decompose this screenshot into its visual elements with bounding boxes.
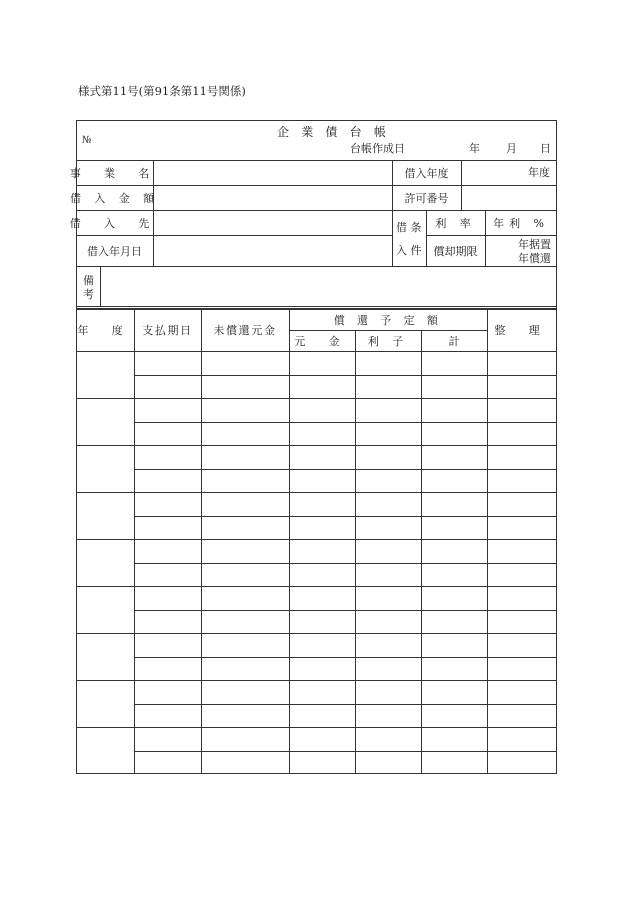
- payment-row-divider: [134, 751, 557, 752]
- payment-row-divider: [134, 657, 557, 658]
- borrow-date-label: 借入年月日: [87, 244, 142, 258]
- remarks-label-1: 備: [83, 274, 94, 287]
- payment-row-divider: [134, 469, 557, 470]
- payment-row-divider: [134, 516, 557, 517]
- ledger-title: 企 業 債 台 帳: [277, 125, 391, 139]
- number-label: №: [82, 135, 92, 146]
- col-repayment-schedule: 償 還 予 定 額: [333, 313, 443, 327]
- fiscal-year-unit: 年度: [528, 166, 550, 179]
- business-name-label: 事 業 名: [69, 166, 160, 180]
- col-notes: 整 理: [494, 324, 550, 337]
- year-group-divider: [76, 492, 557, 493]
- permit-number-field[interactable]: [461, 185, 557, 210]
- borrow-amount-label: 借 入 金 額: [69, 191, 160, 205]
- col-principal: 元 金: [294, 334, 350, 348]
- payment-row-divider: [134, 375, 557, 376]
- payment-row-divider: [134, 610, 557, 611]
- ledger-created-label: 台帳作成日: [350, 142, 405, 155]
- form-label: 様式第11号(第91条第11号関係): [78, 84, 246, 98]
- terms-label-bottom: 入 件: [396, 244, 422, 257]
- remarks-label-2: 考: [83, 288, 94, 301]
- created-year-unit: 年: [469, 142, 480, 155]
- year-group-divider: [76, 586, 557, 587]
- deferred-years-label: 年据置: [518, 238, 551, 251]
- remarks-field[interactable]: [100, 266, 557, 306]
- year-group-divider: [76, 727, 557, 728]
- interest-rate-label: 利 率: [435, 216, 476, 230]
- terms-label-top: 借 条: [396, 221, 422, 234]
- payment-row-divider: [134, 704, 557, 705]
- payment-row-divider: [134, 563, 557, 564]
- lender-field[interactable]: [153, 210, 392, 235]
- col-payment-date: 支払期日: [142, 324, 193, 337]
- business-name-field[interactable]: [153, 160, 392, 185]
- repayment-years-label: 年償還: [518, 252, 551, 265]
- borrow-date-field[interactable]: [153, 235, 392, 266]
- year-group-divider: [76, 398, 557, 399]
- interest-rate-value: 年利 %: [493, 216, 549, 230]
- col-interest: 利 子: [367, 334, 409, 348]
- repay-period-label: 償却期限: [433, 244, 478, 258]
- year-group-divider: [76, 445, 557, 446]
- fiscal-year-label: 借入年度: [404, 166, 449, 180]
- created-month-unit: 月: [506, 142, 517, 155]
- col-unpaid-principal: 未償還元金: [213, 324, 277, 337]
- header-divider: [76, 351, 557, 352]
- year-group-divider: [76, 680, 557, 681]
- lender-label: 借 入 先: [69, 216, 160, 230]
- permit-number-label: 許可番号: [404, 191, 449, 205]
- col-total: 計: [448, 334, 460, 348]
- borrow-amount-field[interactable]: [153, 185, 392, 210]
- created-day-unit: 日: [540, 142, 551, 155]
- col-year: 年 度: [77, 324, 133, 337]
- payment-row-divider: [134, 422, 557, 423]
- year-group-divider: [76, 539, 557, 540]
- year-group-divider: [76, 633, 557, 634]
